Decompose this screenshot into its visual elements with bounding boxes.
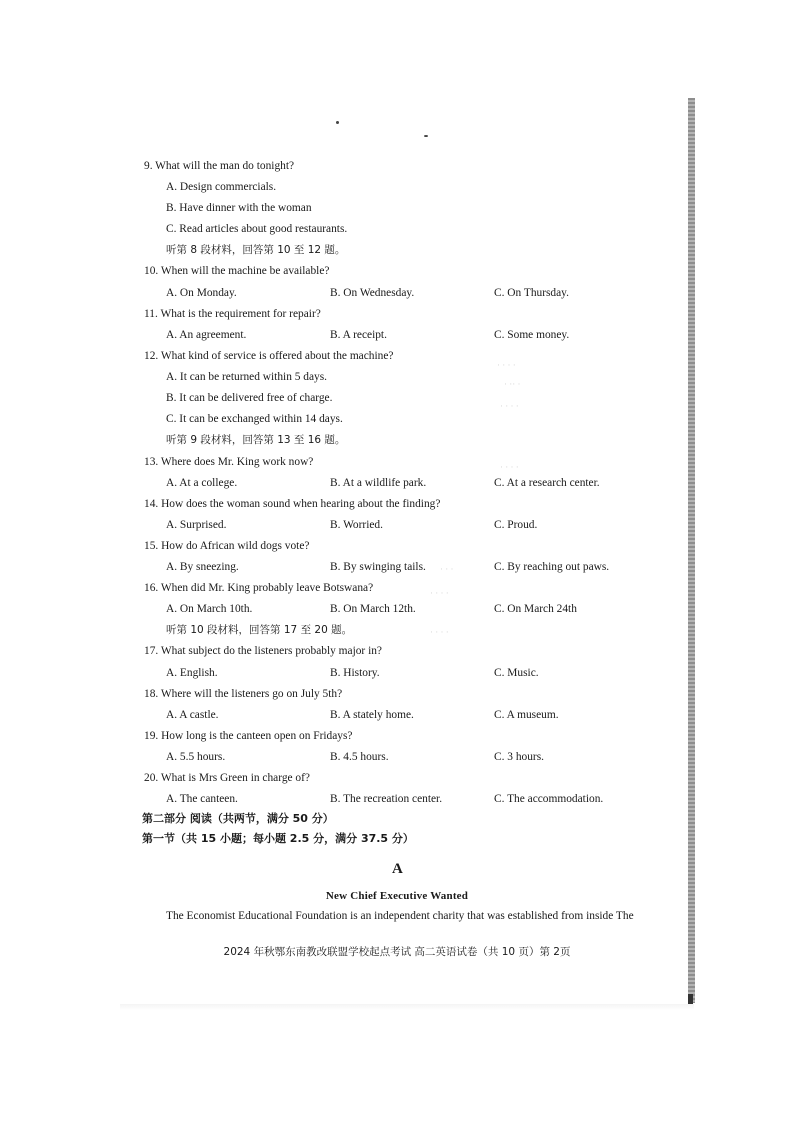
question-stem: 9. What will the man do tonight? [144, 160, 295, 172]
question-stem: 16. When did Mr. King probably leave Botswana? [144, 582, 374, 594]
passage-letter: A [392, 861, 403, 877]
question-stem: 17. What subject do the listeners probably major in? [144, 645, 382, 657]
option: C. 3 hours. [494, 751, 544, 763]
option: C. A museum. [494, 709, 559, 721]
question-stem: 19. How long is the canteen open on Fridays? [144, 730, 353, 742]
page-footer: 2024 年秋鄂东南教改联盟学校起点考试 高二英语试卷（共 10 页）第 2页 [223, 946, 571, 958]
scan-corner-mark [688, 994, 693, 1004]
option: C. Music. [494, 667, 539, 679]
option: A. At a college. [166, 477, 238, 489]
question-stem: 11. What is the requirement for repair? [144, 308, 321, 320]
option: A. By sneezing. [166, 561, 239, 573]
option: B. The recreation center. [330, 793, 443, 805]
passage-title: New Chief Executive Wanted [325, 890, 469, 902]
question-stem: 14. How does the woman sound when hearing about the finding? [144, 498, 441, 510]
option: B. History. [330, 667, 380, 679]
option: C. Proud. [494, 519, 538, 531]
subsection-heading: 第一节（共 15 小题；每小题 2.5 分，满分 37.5 分） [142, 832, 414, 845]
question-stem: 12. What kind of service is offered about the machine? [144, 350, 394, 362]
question-stem: 15. How do African wild dogs vote? [144, 540, 310, 552]
passage-first-line: The Economist Educational Foundation is an independent charity that was established from inside The [166, 910, 634, 922]
option: C. It can be exchanged within 14 days. [166, 413, 343, 425]
option: A. English. [166, 667, 218, 679]
section-heading: 第二部分 阅读（共两节，满分 50 分） [142, 812, 334, 825]
option: A. It can be returned within 5 days. [166, 371, 328, 383]
option: A. An agreement. [166, 329, 247, 341]
question-stem: 10. When will the machine be available? [144, 265, 330, 277]
option: B. On Wednesday. [330, 287, 415, 299]
listening-instruction: 听第 8 段材料，回答第 10 至 12 题。 [166, 244, 346, 256]
question-stem: 18. Where will the listeners go on July 5th? [144, 688, 343, 700]
option: C. Read articles about good restaurants. [166, 223, 348, 235]
option: B. Worried. [330, 519, 383, 531]
option: C. At a research center. [494, 477, 600, 489]
option: A. A castle. [166, 709, 219, 721]
listening-instruction: 听第 9 段材料，回答第 13 至 16 题。 [166, 434, 346, 446]
option: A. On Monday. [166, 287, 237, 299]
option: C. By reaching out paws. [494, 561, 610, 573]
option: A. On March 10th. [166, 603, 253, 615]
option: B. A receipt. [330, 329, 387, 341]
scan-speck [424, 135, 428, 137]
option: A. Design commercials. [166, 181, 277, 193]
question-stem: 20. What is Mrs Green in charge of? [144, 772, 310, 784]
option: B. It can be delivered free of charge. [166, 392, 333, 404]
option: C. On Thursday. [494, 287, 569, 299]
option: C. On March 24th [494, 603, 577, 615]
option: B. By swinging tails. [330, 561, 426, 573]
option: A. Surprised. [166, 519, 227, 531]
option: B. At a wildlife park. [330, 477, 427, 489]
listening-instruction: 听第 10 段材料，回答第 17 至 20 题。 [166, 624, 353, 636]
scan-speck [336, 121, 339, 124]
option: B. A stately home. [330, 709, 414, 721]
option: C. The accommodation. [494, 793, 604, 805]
option: A. 5.5 hours. [166, 751, 226, 763]
option: A. The canteen. [166, 793, 238, 805]
scan-edge-shadow [120, 1004, 694, 1010]
option: B. Have dinner with the woman [166, 202, 312, 214]
scan-right-border [688, 98, 695, 1003]
option: B. 4.5 hours. [330, 751, 389, 763]
option: B. On March 12th. [330, 603, 416, 615]
option: C. Some money. [494, 329, 570, 341]
question-stem: 13. Where does Mr. King work now? [144, 456, 314, 468]
